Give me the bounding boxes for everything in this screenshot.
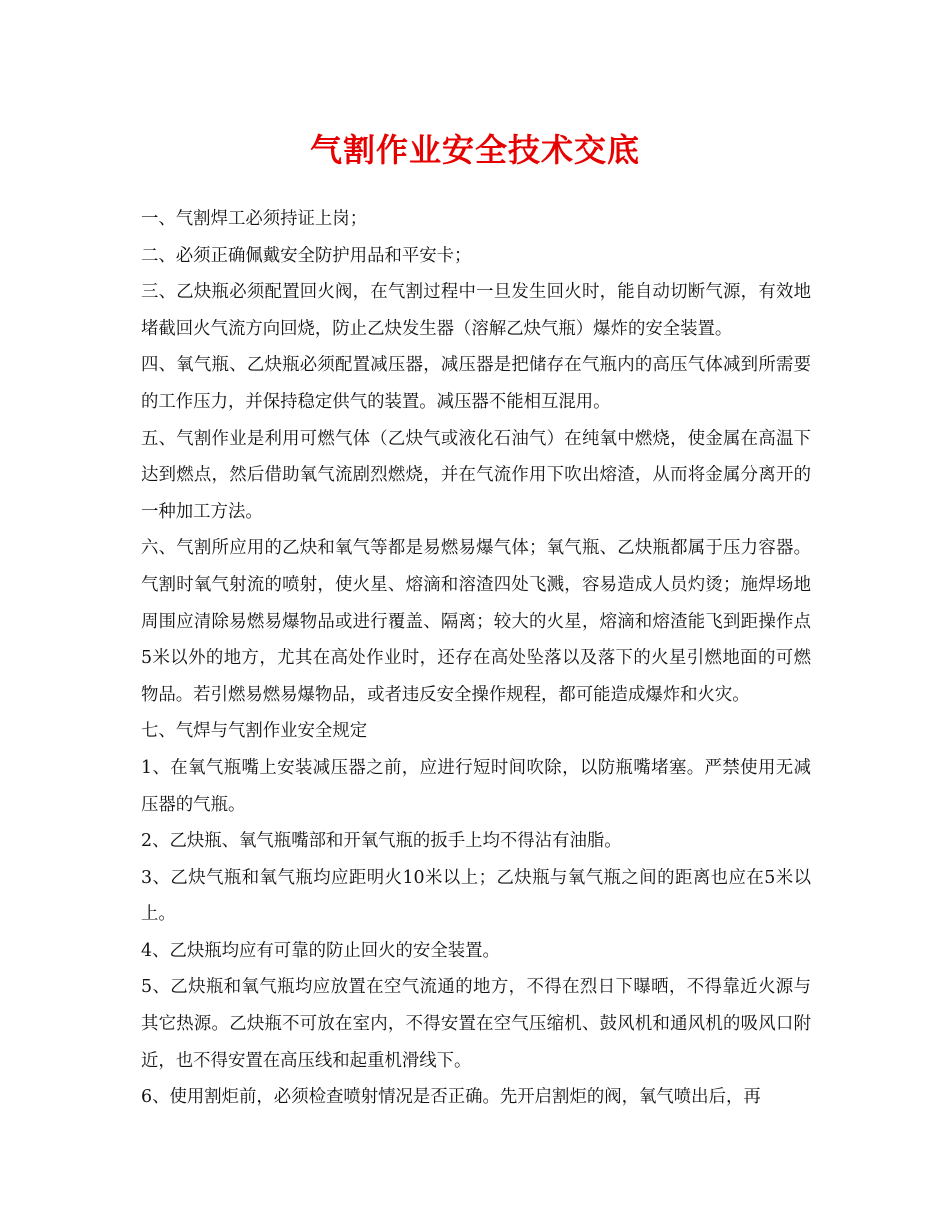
paragraph-6: 六、气割所应用的乙炔和氧气等都是易燃易爆气体；氧气瓶、乙炔瓶都属于压力容器。气割时氧气射流的喷射，使火星、熔滴和溶渣四处飞溅，容易造成人员灼烫；施焊场地周围应清除易燃易爆物品或进行覆盖、隔离；较大的火星，熔滴和熔渣能飞到距操作点5米以外的地方，尤其在高处作业时，还存在高处坠落以及落下的火星引燃地面的可燃物品。若引燃易燃易爆物品，或者违反安全操作规程，都可能造成爆炸和火灾。 [141,538,811,705]
rule-item-6: 6、使用割炬前，必须检查喷射情况是否正确。先开启割炬的阀，氧气喷出后，再 [141,1087,761,1108]
paragraph-3: 三、乙炔瓶必须配置回火阀，在气割过程中一旦发生回火时，能自动切断气源，有效地堵截回火气流方向回烧，防止乙炔发生器（溶解乙炔气瓶）爆炸的安全装置。 [141,282,811,339]
rule-item-2: 2、乙炔瓶、氧气瓶嘴部和开氧气瓶的扳手上均不得沾有油脂。 [141,831,622,852]
rule-item-3: 3、乙炔气瓶和氧气瓶均应距明火10米以上；乙炔瓶与氧气瓶之间的距离也应在5米以上。 [141,867,811,925]
rule-item-4: 4、乙炔瓶均应有可靠的防止回火的安全装置。 [141,940,500,961]
document-body [141,201,811,1116]
section-heading-7: 七、气焊与气割作业安全规定 [141,721,368,742]
paragraph-2: 二、必须正确佩戴安全防护用品和平安卡； [141,245,472,266]
rule-item-1: 1、在氧气瓶嘴上安装减压器之前，应进行短时间吹除，以防瓶嘴堵塞。严禁使用无减压器的气瓶。 [141,757,811,815]
paragraph-1: 一、气割焊工必须持证上岗； [141,209,368,229]
paragraph-4: 四、氧气瓶、乙炔瓶必须配置减压器，减压器是把储存在气瓶内的高压气体减到所需要的工作压力，并保持稳定供气的装置。减压器不能相互混用。 [141,355,811,412]
document-title: 气割作业安全技术交底 [309,131,640,169]
rule-item-5: 5、乙炔瓶和氧气瓶均应放置在空气流通的地方，不得在烈日下曝晒，不得靠近火源与其它热源。乙炔瓶不可放在室内，不得安置在空气压缩机、鼓风机和通风机的吸风口附近，也不得安置在高压线和起重机滑线下。 [141,977,811,1071]
paragraph-5: 五、气割作业是利用可燃气体（乙炔气或液化石油气）在纯氧中燃烧，使金属在高温下达到燃点，然后借助氧气流剧烈燃烧，并在气流作用下吹出熔渣，从而将金属分离开的一种加工方法。 [141,428,811,522]
